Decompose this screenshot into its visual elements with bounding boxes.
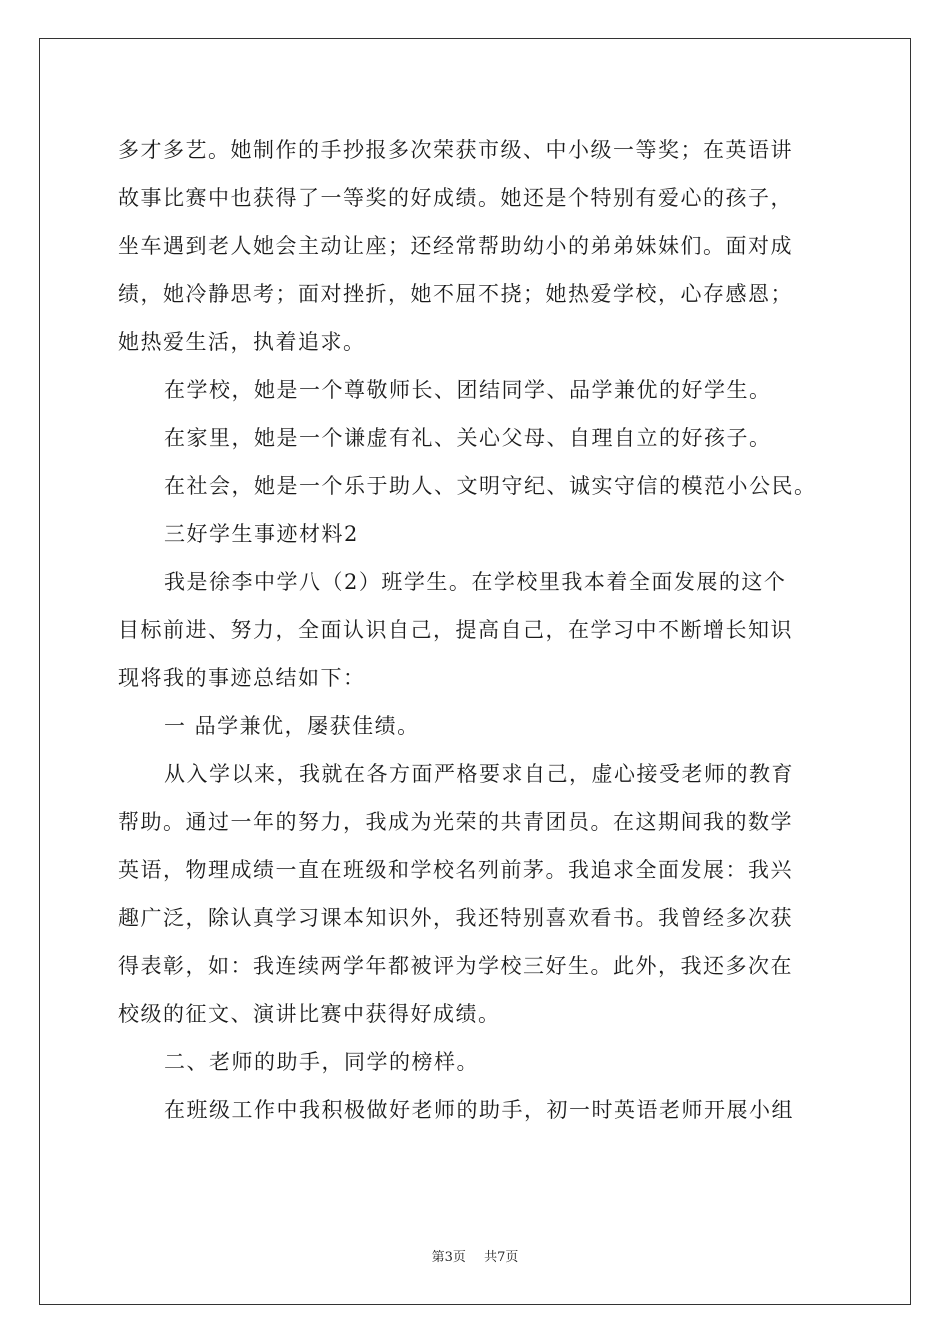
text-line: 绩，她冷静思考；面对挫折，她不屈不挠；她热爱学校，心存感恩； [118,282,793,306]
text-line: 在班级工作中我积极做好老师的助手，初一时英语老师开展小组 [164,1098,794,1122]
text-line: 二、老师的助手，同学的榜样。 [164,1050,479,1074]
text-line: 三好学生事迹材料2 [164,522,359,546]
text-line: 在家里，她是一个谦虚有礼、关心父母、自理自立的好孩子。 [164,426,772,450]
text-line: 校级的征文、演讲比赛中获得好成绩。 [118,1002,501,1026]
text-line: 帮助。通过一年的努力，我成为光荣的共青团员。在这期间我的数学 [118,810,793,834]
page-footer [0,1246,950,1265]
text-line: 英语，物理成绩一直在班级和学校名列前茅。我追求全面发展：我兴 [118,858,793,882]
text-line: 多才多艺。她制作的手抄报多次荣获市级、中小级一等奖；在英语讲 [118,138,793,162]
document-body [118,126,838,1134]
text-line: 在学校，她是一个尊敬师长、团结同学、品学兼优的好学生。 [164,378,772,402]
page-total: 共7页 [484,1250,519,1265]
text-line: 得表彰，如：我连续两学年都被评为学校三好生。此外，我还多次在 [118,954,793,978]
text-line: 趣广泛，除认真学习课本知识外，我还特别喜欢看书。我曾经多次获 [118,906,793,930]
text-line: 在社会，她是一个乐于助人、文明守纪、诚实守信的模范小公民。 [164,474,817,498]
text-line: 从入学以来，我就在各方面严格要求自己，虚心接受老师的教育 [164,762,794,786]
text-line: 她热爱生活，执着追求。 [118,330,366,354]
text-line: 故事比赛中也获得了一等奖的好成绩。她还是个特别有爱心的孩子， [118,186,793,210]
text-line: 目标前进、努力，全面认识自己，提高自己，在学习中不断增长知识 [118,618,793,642]
text-line: 我是徐李中学八（2）班学生。在学校里我本着全面发展的这个 [164,570,787,594]
text-line: 现将我的事迹总结如下： [118,666,366,690]
page-number: 第3页 [431,1250,466,1265]
text-line: 一 品学兼优，屡获佳绩。 [164,714,420,738]
text-line: 坐车遇到老人她会主动让座；还经常帮助幼小的弟弟妹妹们。面对成 [118,234,793,258]
